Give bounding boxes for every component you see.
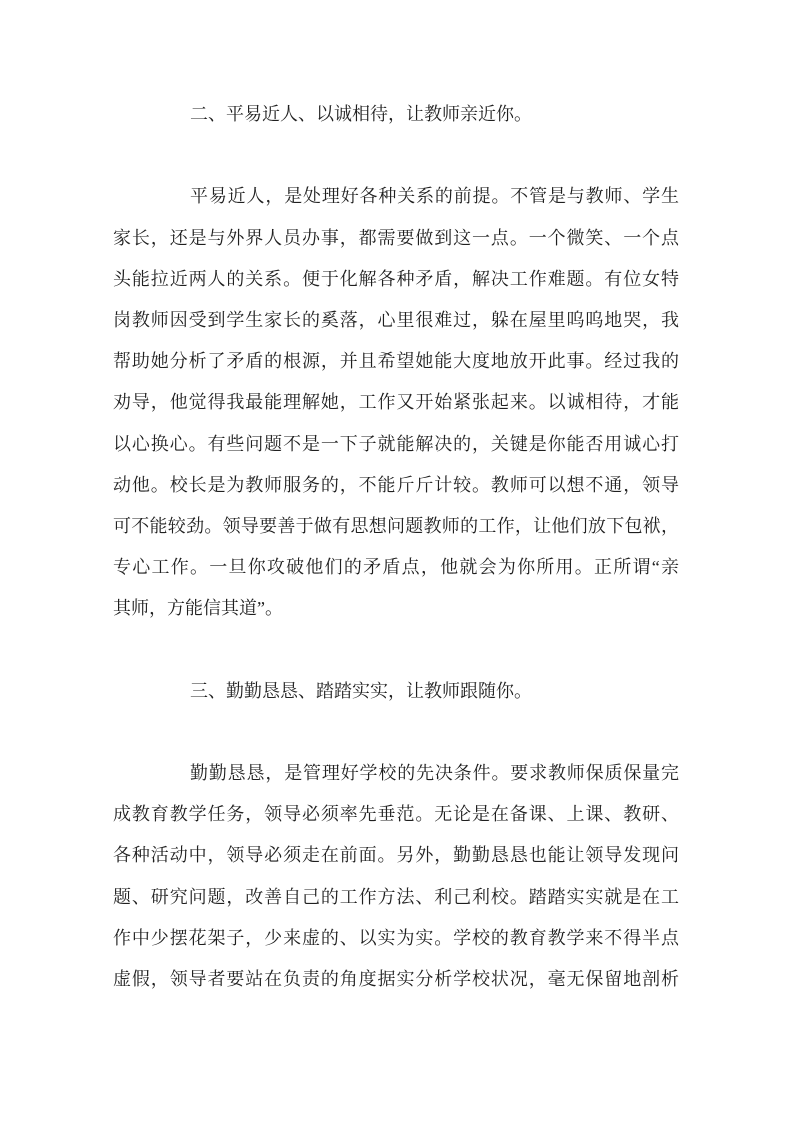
section-heading-3: 三、勤勤恳恳、踏踏实实，让教师跟随你。: [190, 680, 532, 701]
text-line: 勤勤恳恳，是管理好学校的先决条件。要求教师保质保量完: [190, 763, 679, 783]
text-line: 动他。校长是为教师服务的，不能斤斤计较。教师可以想不通，领导: [113, 474, 679, 495]
text-line: 家长，还是与外界人员办事，都需要做到这一点。一个微笑、一个点: [113, 227, 679, 248]
text-line: 作中少摆花架子，少来虚的、以实为实。学校的教育教学来不得半点: [113, 927, 679, 948]
text-line: 帮助她分析了矛盾的根源，并且希望她能大度地放开此事。经过我的: [113, 351, 679, 372]
text-line: 以心换心。有些问题不是一下子就能解决的，关键是你能否用诚心打: [113, 433, 679, 454]
blank-line: [113, 712, 679, 753]
text-line: 专心工作。一旦你攻破他们的矛盾点，他就会为你所用。正所谓“亲: [113, 557, 679, 578]
text-line: 虚假，领导者要站在负责的角度据实分析学校状况，毫无保留地剖析: [113, 968, 679, 989]
text-line: 其师，方能信其道”。: [113, 598, 283, 619]
text-line: 头能拉近两人的关系。便于化解各种矛盾，解决工作难题。有位女特: [113, 268, 679, 289]
text-line: 岗教师因受到学生家长的奚落，心里很难过，躲在屋里呜呜地哭，我: [113, 309, 679, 330]
document-content: [113, 94, 679, 1000]
text-line: 各种活动中，领导必须走在前面。另外，勤勤恳恳也能让领导发现问: [113, 845, 679, 866]
text-line: 平易近人，是处理好各种关系的前提。不管是与教师、学生: [190, 186, 679, 207]
text-line: 题、研究问题，改善自己的工作方法、利己利校。踏踏实实就是在工: [113, 886, 679, 907]
paragraph-1: [113, 176, 679, 629]
text-line: 劝导，他觉得我最能理解她，工作又开始紧张起来。以诚相待，才能: [113, 392, 679, 413]
section-heading-2: 二、平易近人、以诚相待，让教师亲近你。: [190, 104, 532, 124]
text-line: 可不能较劲。领导要善于做有思想问题教师的工作，让他们放下包袱，: [113, 515, 679, 536]
blank-line: [113, 135, 679, 176]
text-line: 成教育教学任务，领导必须率先垂范。无论是在备课、上课、教研、: [113, 804, 679, 825]
blank-line: [113, 629, 679, 670]
paragraph-2: [113, 753, 679, 1000]
